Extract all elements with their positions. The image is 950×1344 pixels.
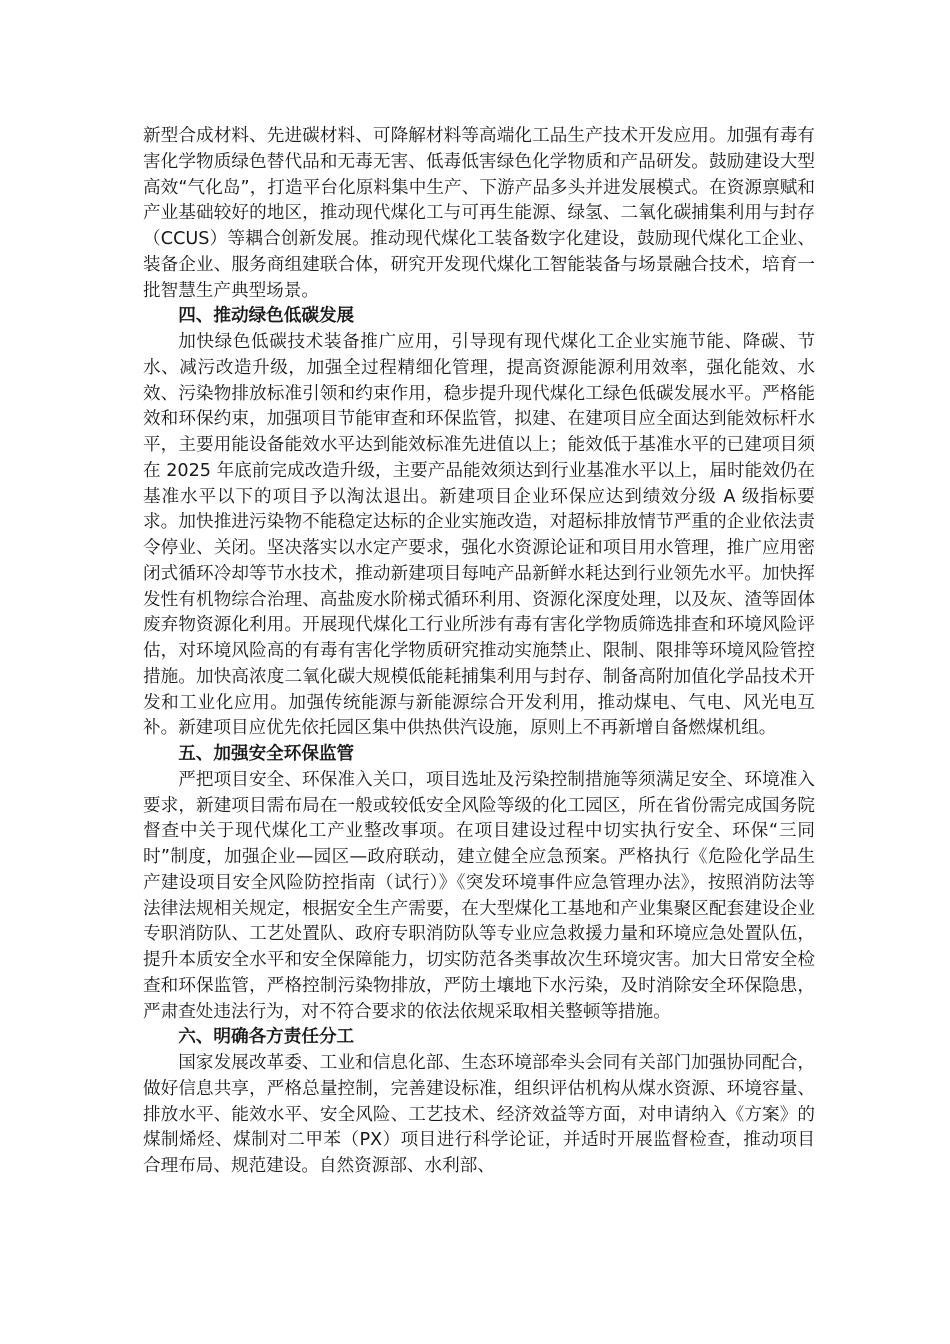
document-body [143,124,815,1180]
section-heading-6: 六、明确各方责任分工 [178,1027,355,1048]
section-heading-4: 四、推动绿色低碳发展 [178,306,355,327]
paragraph-section-6: 国家发展改革委、工业和信息化部、生态环境部牵头会同有关部门加强协同配合，做好信息共享，严格总量控制，完善建设标准，组织评估机构从煤水资源、环境容量、排放水平、能效水平、安全风险、工艺技术、经济效益等方面，对申请纳入《方案》的煤制烯烃、煤制对二甲苯（PX）项目进行科学论证，并适时开展监督检查，推动项目合理布局、规范建设。自然资源部、水利部、 [143,1053,815,1176]
section-heading-5: 五、加强安全环保监管 [178,744,355,764]
paragraph-section-5: 严把项目安全、环保准入关口，项目选址及污染控制措施等须满足安全、环境准入要求，新建项目需布局在一般或较低安全风险等级的化工园区，所在省份需完成国务院督查中关于现代煤化工产业整改事项。在项目建设过程中切实执行安全、环保“三同时”制度，加强企业—园区—政府联动，建立健全应急预案。严格执行《危险化学品生产建设项目安全风险防控指南（试行）》《突发环境事件应急管理办法》，按照消防法等法律法规相关规定，根据安全生产需要，在大型煤化工基地和产业集聚区配套建设企业专职消防队、工艺处置队、政府专职消防队等专业应急救援力量和环境应急处置队伍，提升本质安全水平和安全保障能力，切实防范各类事故次生环境灾害。加大日常安全检查和环保监管，严格控制污染物排放，严防土壤地下水污染，及时消除安全环保隐患，严肃查处违法行为，对不符合要求的依法依规采取相关整顿等措施。 [143,769,815,1022]
paragraph-section-4: 加快绿色低碳技术装备推广应用，引导现有现代煤化工企业实施节能、降碳、节水、减污改造升级，加强全过程精细化管理，提高资源能源利用效率，强化能效、水效、污染物排放标准引领和约束作用，稳步提升现代煤化工绿色低碳发展水平。严格能效和环保约束，加强项目节能审查和环保监管，拟建、在建项目应全面达到能效标杆水平，主要用能设备能效水平达到能效标准先进值以上；能效低于基准水平的已建项目须在 2025 年底前完成改造升级，主要产品能效须达到行业基准水平以上，届时能效仍在基准水平以下的项目予以淘汰退出。新建项目企业环保应达到绩效分级 A 级指标要求。加快推进污染物不能稳定达标的企业实施改造，对超标排放情节严重的企业依法责令停业、关闭。坚决落实以水定产要求，强化水资源论证和项目用水管理，推广应用密闭式循环冷却等节水技术，推动新建项目每吨产品新鲜水耗达到行业领先水平。加快挥发性有机物综合治理、高盐废水阶梯式循环利用、资源化深度处理，以及灰、渣等固体废弃物资源化利用。开展现代煤化工行业所涉有毒有害化学物质筛选排查和环境风险评估，对环境风险高的有毒有害化学物质研究推动实施禁止、限制、限排等环境风险管控措施。加快高浓度二氧化碳大规模低能耗捕集利用与封存、制备高附加值化学品技术开发和工业化应用。加强传统能源与新能源综合开发利用，推动煤电、气电、风光电互补。新建项目应优先依托园区集中供热供汽设施，原则上不再新增自备燃煤机组。 [143,332,815,739]
paragraph-continuation: 新型合成材料、先进碳材料、可降解材料等高端化工品生产技术开发应用。加强有毒有害化学物质绿色替代品和无毒无害、低毒低害绿色化学物质和产品研发。鼓励建设大型高效“气化岛”，打造平台化原料集中生产、下游产品多头并进发展模式。在资源禀赋和产业基础较好的地区，推动现代煤化工与可再生能源、绿氢、二氧化碳捕集利用与封存（CCUS）等耦合创新发展。推动现代煤化工装备数字化建设，鼓励现代煤化工企业、装备企业、服务商组建联合体，研究开发现代煤化工智能装备与场景融合技术，培育一批智慧生产典型场景。 [143,126,815,301]
